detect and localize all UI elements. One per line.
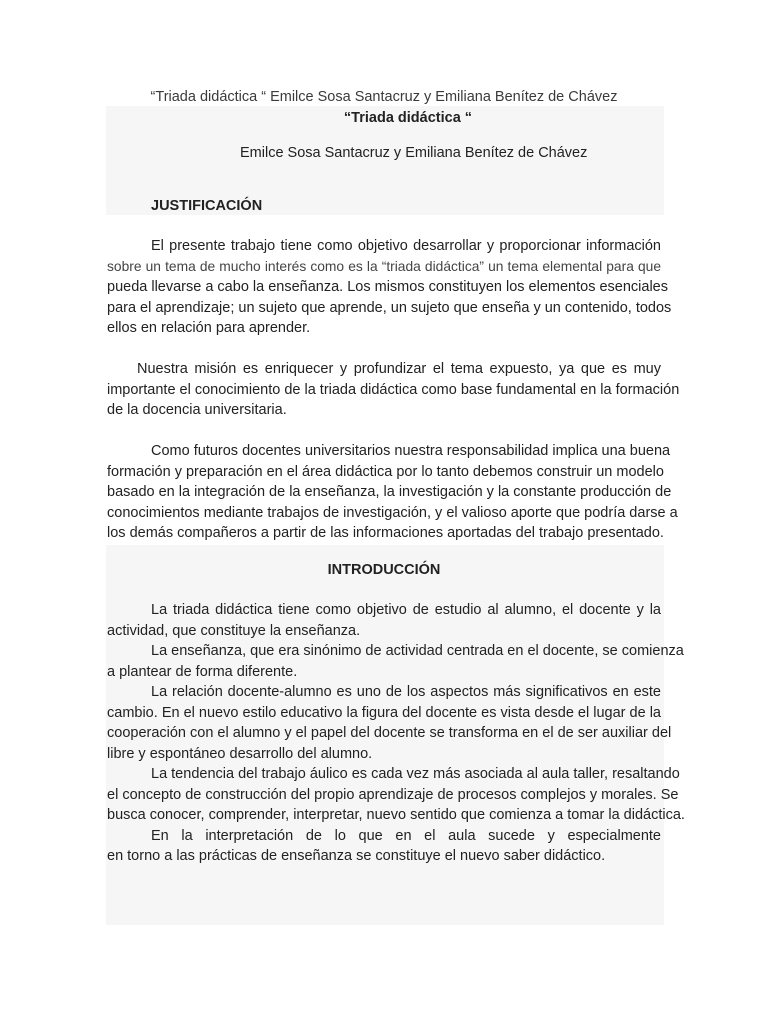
text-line: formación y preparación en el área didáctica por lo tanto debemos construir un modelo bbox=[107, 463, 664, 480]
introduccion-body bbox=[107, 600, 685, 867]
text-line: En la interpretación de lo que en el aula sucede y especialmente bbox=[151, 827, 661, 844]
justificacion-paragraph-2 bbox=[107, 359, 680, 421]
text-line: basado en la integración de la enseñanza, la investigación y la constante producción de bbox=[107, 484, 672, 500]
text-line: La enseñanza, que era sinónimo de actividad centrada en el docente, se comienza bbox=[151, 643, 684, 659]
text-line: en torno a las prácticas de enseñanza se constituye el nuevo saber didáctico. bbox=[107, 848, 606, 864]
text-line: sobre un tema de mucho interés como es la “triada didáctica” un tema elemental para que bbox=[107, 258, 661, 274]
section-heading-justificacion: JUSTIFICACIÓN bbox=[151, 198, 263, 214]
text-line: Nuestra misión es enriquecer y profundizar el tema expuesto, ya que es muy bbox=[137, 361, 661, 377]
text-line: El presente trabajo tiene como objetivo desarrollar y proporcionar información bbox=[151, 238, 661, 254]
text-line: cambio. En el nuevo estilo educativo la figura del docente es vista desde el lugar de la bbox=[107, 704, 661, 721]
text-line: La tendencia del trabajo áulico es cada vez más asociada al aula taller, resaltando bbox=[151, 766, 680, 782]
document-title: “Triada didáctica “ bbox=[343, 110, 473, 126]
text-line: pueda llevarse a cabo la enseñanza. Los mismos constituyen los elementos esenciales bbox=[107, 279, 668, 295]
text-line: de la docencia universitaria. bbox=[107, 402, 287, 418]
running-header: “Triada didáctica “ Emilce Sosa Santacruz y Emiliana Benítez de Chávez bbox=[150, 89, 618, 105]
text-line: ellos en relación para aprender. bbox=[107, 320, 311, 336]
text-line: actividad, que constituye la enseñanza. bbox=[107, 622, 361, 639]
text-line: La triada didáctica tiene como objetivo de estudio al alumno, el docente y la bbox=[151, 602, 661, 618]
text-line: conocimientos mediante trabajos de investigación, y el valioso aporte que podría darse a bbox=[107, 504, 678, 521]
text-line: Como futuros docentes universitarios nuestra responsabilidad implica una buena bbox=[151, 443, 671, 459]
text-line: para el aprendizaje; un sujeto que aprende, un sujeto que enseña y un contenido, todos bbox=[107, 299, 672, 316]
text-line: los demás compañeros a partir de las informaciones aportadas del trabajo presentado. bbox=[107, 525, 664, 541]
text-line: libre y espontáneo desarrollo del alumno. bbox=[107, 745, 373, 762]
text-line: busca conocer, comprender, interpretar, nuevo sentido que comienza a tomar la didáctica. bbox=[107, 807, 685, 823]
text-line: importante el conocimiento de la triada didáctica como base fundamental en la formación bbox=[107, 381, 680, 398]
text-line: el concepto de construcción del propio aprendizaje de procesos complejos y morales. Se bbox=[107, 786, 679, 803]
text-line: La relación docente-alumno es uno de los aspectos más significativos en este bbox=[151, 684, 661, 700]
document-authors: Emilce Sosa Santacruz y Emiliana Benítez de Chávez bbox=[240, 145, 588, 161]
justificacion-paragraph-3 bbox=[107, 441, 678, 544]
section-heading-introduccion: INTRODUCCIÓN bbox=[327, 562, 441, 578]
text-line: cooperación con el alumno y el papel del docente se transforma en el de ser auxiliar del bbox=[107, 725, 672, 741]
text-line: a plantear de forma diferente. bbox=[107, 663, 298, 680]
justificacion-paragraph-1 bbox=[107, 236, 672, 339]
